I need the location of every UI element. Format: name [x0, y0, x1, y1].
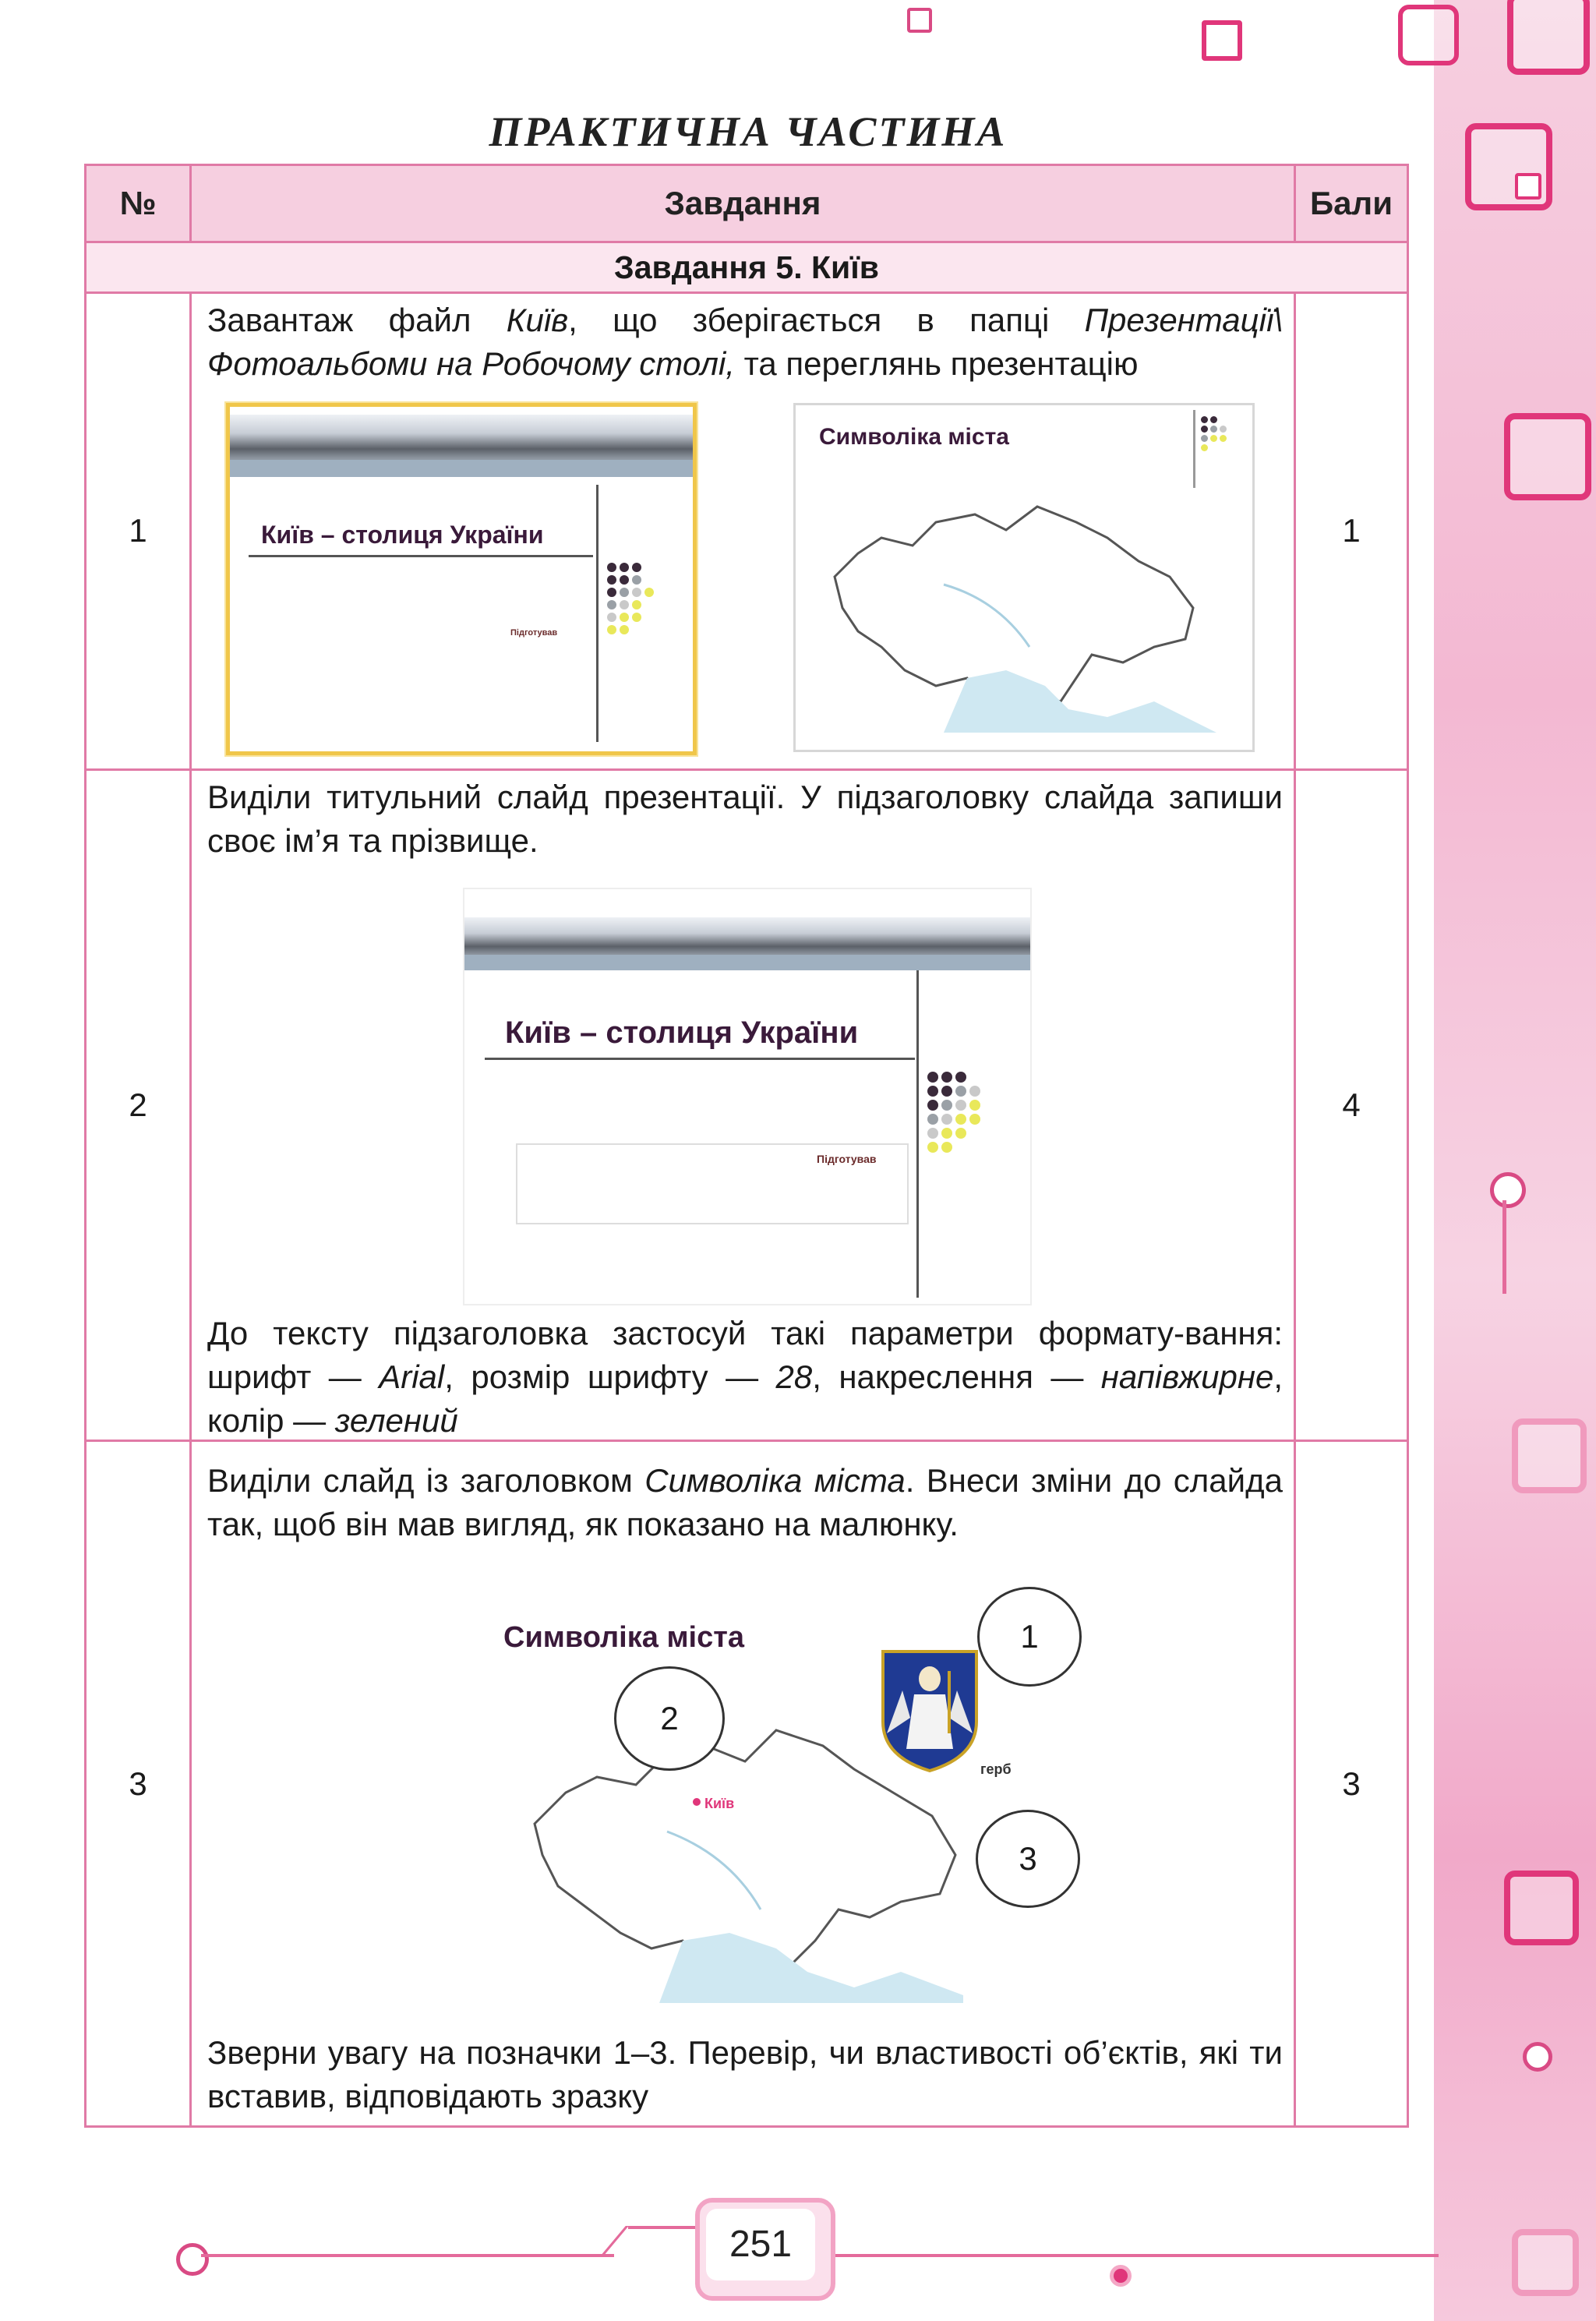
decorative-ring-icon [1110, 2265, 1132, 2287]
task-text-formatting: До тексту підзаголовка застосуй такі параметри формату-вання: шрифт — Arial, розмір шрифту — 28, накреслення — напівжирне, колір — зелений [207, 1314, 1283, 1439]
decorative-square-icon [1504, 413, 1591, 500]
title-slide-thumbnail [226, 403, 697, 755]
tasks-table [84, 164, 1409, 2128]
map-city-label: Київ [704, 1796, 735, 1812]
coat-of-arms-icon [879, 1648, 980, 1772]
decorative-square-icon [1515, 173, 1541, 200]
row-points: 1 [1295, 293, 1408, 769]
decorative-square-icon [1512, 2229, 1579, 2296]
decorative-line [201, 2254, 614, 2257]
row-points: 3 [1295, 1441, 1408, 2127]
task-cell [191, 293, 1295, 769]
decorative-ring-icon [176, 2243, 209, 2276]
table-row [86, 1441, 1408, 2127]
coat-label: герб [980, 1761, 1012, 1778]
task-text: Завантаж файл Київ, що зберігається в папці Презентації\ Фотоальбоми на Робочому столі, та переглянь презентацію [207, 302, 1284, 383]
header-number: № [86, 165, 191, 242]
decorative-square-icon [1507, 0, 1590, 75]
callout-3: 3 [976, 1810, 1080, 1908]
decorative-ring-icon [1490, 1172, 1526, 1208]
slide-heading: Символіка міста [503, 1621, 744, 1655]
symbol-slide-sample [480, 1598, 1041, 2011]
symbol-slide-thumbnail [793, 403, 1255, 752]
decorative-square-icon [1202, 20, 1242, 61]
table-header-row [86, 165, 1408, 242]
slide-heading: Київ – столиця України [261, 521, 544, 549]
decorative-line [628, 2226, 695, 2229]
decorative-side-strip [1434, 0, 1596, 2321]
header-task: Завдання [191, 165, 1295, 242]
slide-heading: Київ – столиця України [505, 1015, 859, 1050]
task-cell [191, 769, 1295, 1441]
decorative-square-icon [1504, 1871, 1579, 1945]
task-text: Виділи слайд із заголовком Символіка міста. Внеси зміни до слайда так, щоб він мав вигляд, як показано на малюнку. [207, 1462, 1283, 1543]
slide-subtitle: Підготував [817, 1152, 877, 1165]
row-number: 3 [86, 1441, 191, 2127]
slide-heading: Символіка міста [819, 424, 1009, 450]
table-row [86, 293, 1408, 769]
task-cell [191, 1441, 1295, 2127]
decorative-line [599, 2226, 629, 2257]
table-row [86, 769, 1408, 1441]
decorative-line [1502, 1200, 1506, 1294]
ukraine-map-icon [827, 491, 1216, 733]
header-points: Бали [1295, 165, 1408, 242]
task-title-row [86, 242, 1408, 293]
decorative-square-icon [907, 8, 932, 33]
page-number: 251 [706, 2209, 815, 2280]
decorative-ring-icon [1523, 2042, 1552, 2072]
task-text: Виділи титульний слайд презентації. У підзаголовку слайда запиши своє ім’я та прізвище. [207, 778, 1283, 859]
decorative-square-icon [1512, 1418, 1587, 1493]
decorative-line [831, 2254, 1439, 2257]
callout-2: 2 [614, 1666, 725, 1771]
section-title: ПРАКТИЧНА ЧАСТИНА [489, 108, 1008, 155]
slide-subtitle: Підготував [510, 628, 558, 638]
title-slide-large [463, 888, 1032, 1305]
decorative-square-icon [1398, 5, 1459, 65]
row-number: 2 [86, 769, 191, 1441]
row-number: 1 [86, 293, 191, 769]
callout-1: 1 [977, 1587, 1082, 1687]
task-text-note: Зверни увагу на позначки 1–3. Перевір, чи властивості об’єктів, які ти вставив, відповідають зразку [207, 2034, 1283, 2115]
task-title: Завдання 5. Київ [86, 242, 1408, 293]
row-points: 4 [1295, 769, 1408, 1441]
